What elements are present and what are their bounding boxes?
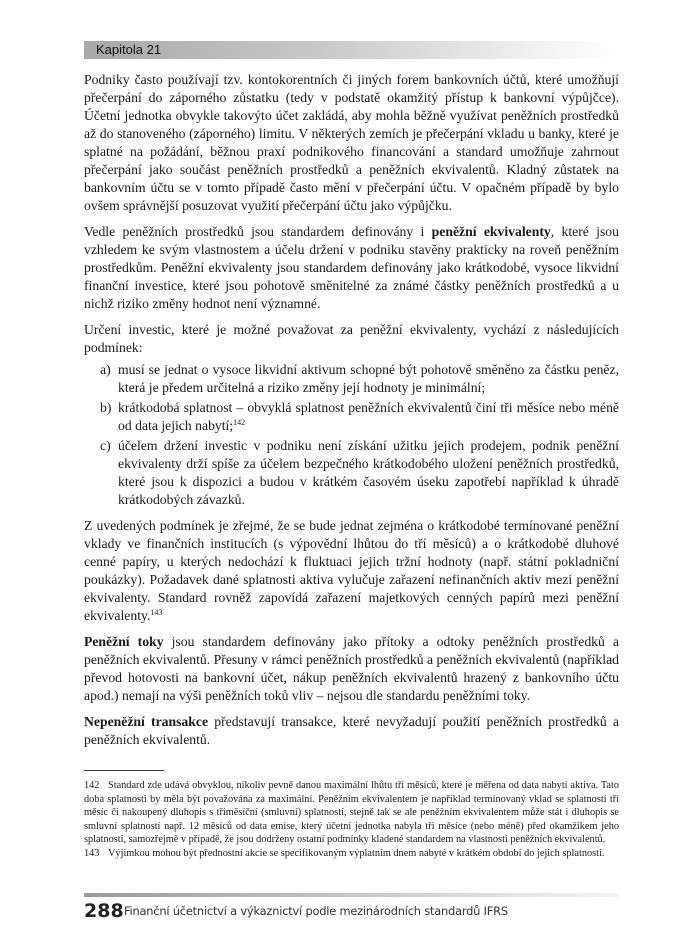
paragraph-text: Z uvedených podmínek je zřejmé, že se bude jednat zejména o krátkodobé termínované peněžní vklady ve finančních institucích (s výpovědní lhůtou do tří měsíců) a o krátkodobé dluhové cenné papíry, u kterých nedochází k fluktuaci jejich tržní hodnoty (např. státní pokladniční poukázky). Požadavek dané splatnosti aktiva vylučuje zařazení nefinančních aktiv mezi peněžní ekvivalenty. Standard rovněž zapovídá zařazení majetkových cenných papírů mezi peněžní ekvivalenty. bbox=[84, 518, 619, 623]
paragraph-non-cash-transactions bbox=[84, 713, 619, 749]
footnote-number: 142 bbox=[84, 780, 100, 791]
conditions-list bbox=[84, 361, 619, 509]
footnote-text: Výjimkou mohou být přednostní akcie se specifikovaným výplatním dnem nabyté v krátkém období do jejich splatnosti. bbox=[108, 847, 605, 859]
page-number: 288 bbox=[84, 900, 124, 922]
footnote-number: 143 bbox=[84, 847, 100, 859]
running-title: Finanční účetnictví a výkaznictví podle mezinárodních standardů IFRS bbox=[124, 904, 508, 918]
list-item-text: krátkodobá splatnost – obvyklá splatnost peněžních ekvivalentů činí tři měsíce nebo méně od data jejich nabytí; bbox=[118, 400, 619, 433]
footer-band bbox=[84, 893, 619, 897]
paragraph-overdraft: Podniky často používají tzv. kontokorentních či jiných forem bankovních účtů, které umožňují přečerpání do záporného zůstatku (tedy v podstatě okamžitý přístup k bankovní výpůjčce). Účetní jednotka obvykle takovýto účet zakládá, aby mohla běžně využívat peněžních prostředků až do stanoveného (záporného) limitu. V některých zemích je přečerpání vkladu u banky, které je splatné na požádání, běžnou praxí podnikového financování a standard umožňuje zahrnout přečerpání jako součást peněžních prostředků a peněžních ekvivalentů. Kladný zůstatek na bankovním účtu se v tomto případě často mění v přečerpání účtu. V opačném případě by bylo ovšem správnější posuzovat využití přečerpání účtu jako výpůjčku. bbox=[84, 72, 619, 213]
paragraph-text: Vedle peněžních prostředků jsou standardem definovány i bbox=[84, 224, 432, 239]
term-cash-flows: Peněžní toky bbox=[84, 634, 164, 649]
term-non-cash-transactions: Nepeněžní transakce bbox=[84, 714, 209, 729]
list-item-text: účelem držení investic v podniku není získání užitku jejich prodejem, podnik peněžní ekvivalenty drží spíše za účelem bezpečného krátkodobého uložení peněžních prostředků, které jsou k dispozici a budou v krátkém časovém úseku zapotřebí například k úhradě krátkodobých závazků. bbox=[118, 438, 619, 507]
list-marker: c) bbox=[100, 438, 111, 453]
chapter-header-band bbox=[84, 41, 619, 59]
list-item bbox=[84, 361, 619, 397]
list-item bbox=[84, 437, 619, 509]
paragraph-conditions-intro: Určení investic, které je možné považovat za peněžní ekvivalenty, vychází z následujících podmínek: bbox=[84, 322, 619, 355]
paragraph-text: představují transakce, které nevyžadují použití peněžních prostředků a peněžních ekvivalentů. bbox=[84, 714, 619, 747]
footnote-142 bbox=[84, 779, 619, 847]
term-cash-equivalents: peněžní ekvivalenty bbox=[431, 224, 551, 239]
paragraph-text: jsou standardem definovány jako přítoky a odtoky peněžních prostředků a peněžních ekvivalentů. Přesuny v rámci peněžních prostředků a peněžních ekvivalentů (například převod hotovosti na bankovní účet, nákup peněžních ekvivalentů hrazený z bankovního účtu apod.) nemají na výši peněžních toků vliv – nejsou dle standardu peněžními toky. bbox=[84, 634, 619, 703]
footnote-text: Standard zde udává obvyklou, nikoliv pevně danou maximální lhůtu tří měsíců, které je měřena od data nabytí aktiva. Tato doba splatnosti by měla být považována za maximální. Peněžním ekvivalentem je například termínovaný vklad se splatností tří měsíc či nakoupený dluhopis s tříměsíční (smluvní) splatností, stejně tak se ale peněžním ekvivalentem může stát i dluhopis se smluvní splatností např. 12 měsíců od data emise, který účetní jednotka nabyla tři měsíce (nebo méně) před okamžikem jeho splatnosti, samozřejmě v případě, že jsou dodrženy ostatní podmínky kladené standardem na vlastnosti peněžních ekvivalentů. bbox=[84, 780, 619, 846]
footnote-divider bbox=[84, 770, 164, 771]
paragraph-text: , které jsou vzhledem ke svým vlastnostem a účelu držení v podniku stavěny prakticky na roveň peněžním prostředkům. Peněžní ekvivalenty jsou standardem definovány jako krátkodobé, vysoce likvidní finanční investice, které jsou pohotově směnitelné za známé částky peněžních prostředků a u nichž riziko změny hodnot není významné. bbox=[84, 224, 619, 311]
list-item bbox=[84, 399, 619, 435]
list-marker: b) bbox=[100, 400, 112, 415]
footnote-ref-143[interactable]: 143 bbox=[150, 608, 163, 617]
main-text bbox=[84, 71, 619, 757]
paragraph-cash-equivalents bbox=[84, 223, 619, 313]
chapter-label: Kapitola 21 bbox=[96, 42, 162, 57]
list-marker: a) bbox=[100, 362, 111, 377]
footnotes bbox=[84, 770, 619, 861]
footnote-ref-142[interactable]: 142 bbox=[233, 418, 246, 427]
paragraph-examples bbox=[84, 517, 619, 625]
paragraph-cash-flows bbox=[84, 633, 619, 705]
list-item-text: musí se jednat o vysoce likvidní aktivum schopné být pohotově směněno za částku peněz, která je předem určitelná a riziko změny její hodnoty je minimální; bbox=[118, 362, 619, 395]
footnote-143 bbox=[84, 847, 619, 861]
